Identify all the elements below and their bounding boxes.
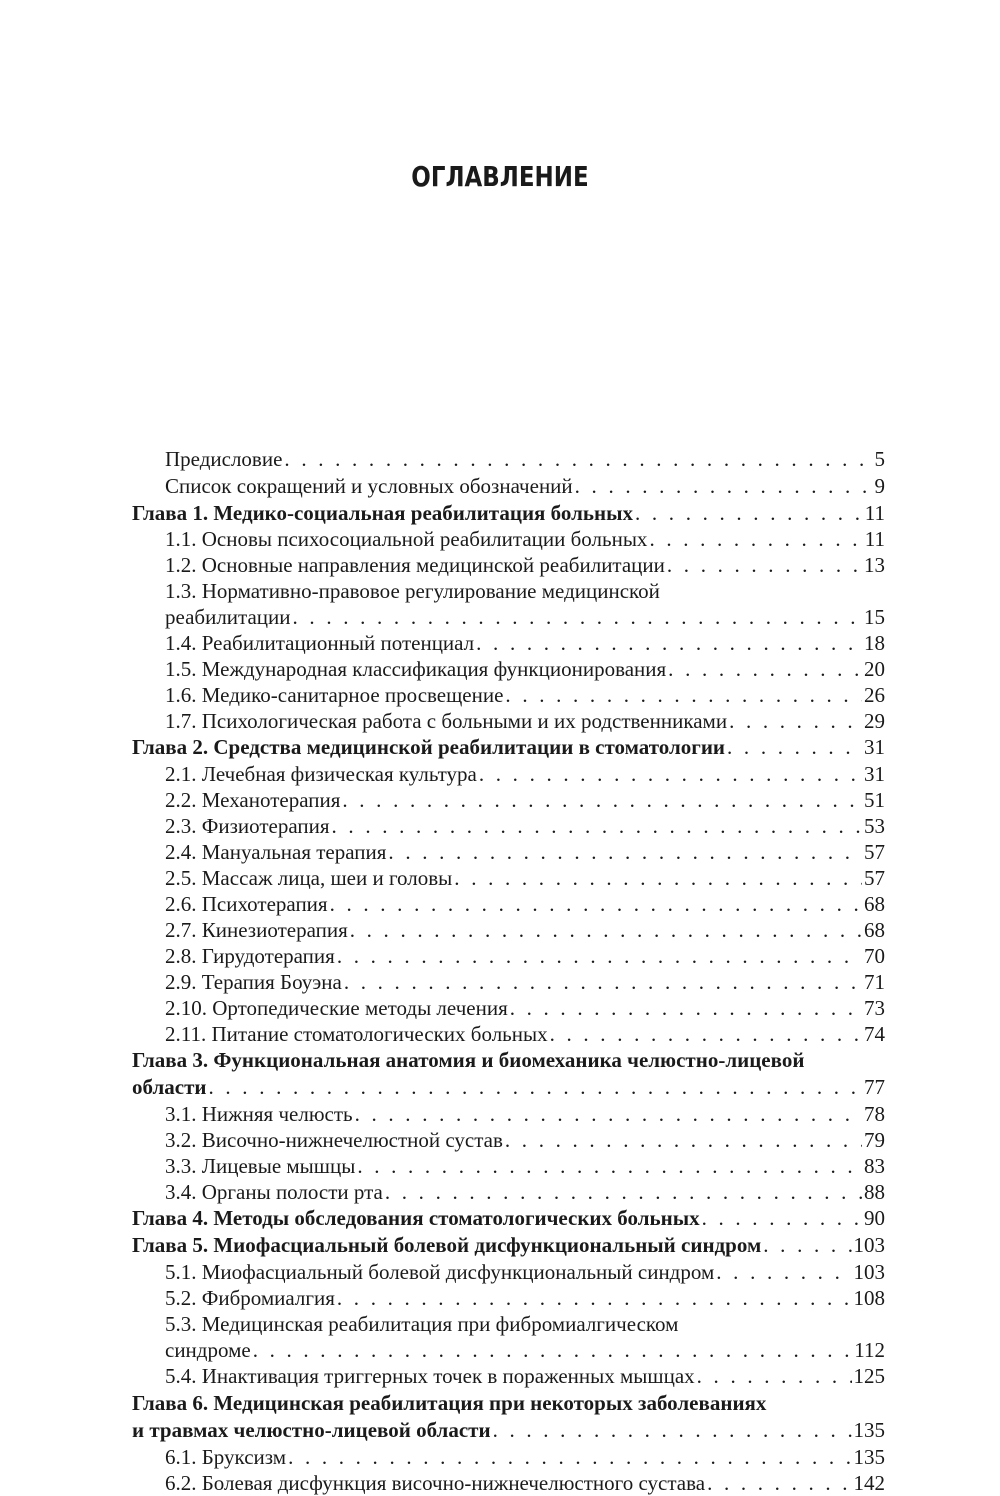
toc-page-number: 53 <box>864 814 885 838</box>
toc-chapter-4[interactable] <box>132 1205 885 1231</box>
dot-leader <box>668 656 862 682</box>
dot-leader <box>342 787 862 813</box>
toc-chapter-3[interactable] <box>132 1074 885 1100</box>
toc-entry[interactable] <box>165 1021 885 1047</box>
toc-entry-title: 2.7. Кинезиотерапия <box>165 918 348 942</box>
toc-entry[interactable] <box>165 1470 885 1496</box>
dot-leader <box>288 1444 851 1470</box>
toc-entry-title: 5.2. Фибромиалгия <box>165 1286 335 1310</box>
toc-entry[interactable] <box>165 969 885 995</box>
toc-entry-preface[interactable] <box>165 446 885 472</box>
toc-entry-title: 2.10. Ортопедические методы лечения <box>165 996 508 1020</box>
toc-entry-title: 3.2. Височно-нижнечелюстной сустав <box>165 1128 503 1152</box>
toc-entry-title: Предисловие <box>165 447 283 471</box>
dot-leader <box>763 1232 851 1258</box>
toc-entry[interactable] <box>165 552 885 578</box>
toc-entry[interactable] <box>165 1101 885 1127</box>
dot-leader <box>332 813 862 839</box>
dot-leader <box>702 1205 862 1231</box>
dot-leader <box>479 761 862 787</box>
dot-leader <box>330 891 862 917</box>
toc-page-number: 9 <box>874 474 885 498</box>
dot-leader <box>337 1285 852 1311</box>
dot-leader <box>253 1337 853 1363</box>
toc-entry[interactable] <box>165 787 885 813</box>
dot-leader <box>505 1127 862 1153</box>
toc-entry[interactable] <box>165 1259 885 1285</box>
dot-leader <box>727 734 862 760</box>
toc-chapter-6[interactable] <box>132 1417 885 1443</box>
dot-leader <box>716 1259 851 1285</box>
toc-page-number: 11 <box>864 501 885 525</box>
dot-leader <box>697 1363 852 1389</box>
toc-entry[interactable] <box>165 1337 885 1363</box>
toc-page-number: 18 <box>864 631 885 655</box>
toc-entry-title: области <box>132 1075 207 1099</box>
dot-leader <box>635 500 863 526</box>
toc-entry-first-line[interactable]: 1.3. Нормативно-правовое регулирование медицинской <box>165 579 660 603</box>
toc-page-number: 125 <box>853 1364 885 1388</box>
toc-entry-title: и травмах челюстно-лицевой области <box>132 1418 491 1442</box>
toc-entry-abbreviations[interactable] <box>165 473 885 499</box>
toc-entry-title: синдроме <box>165 1338 251 1362</box>
toc-entry[interactable] <box>165 708 885 734</box>
toc-entry-title: 2.3. Физиотерапия <box>165 814 330 838</box>
toc-entry[interactable] <box>165 630 885 656</box>
toc-entry-title: 2.8. Гирудотерапия <box>165 944 335 968</box>
toc-entry-title: 5.1. Миофасциальный болевой дисфункциональный синдром <box>165 1260 715 1284</box>
toc-page-number: 31 <box>864 762 885 786</box>
toc-entry[interactable] <box>165 995 885 1021</box>
dot-leader <box>649 526 862 552</box>
dot-leader <box>385 1179 862 1205</box>
toc-page-number: 68 <box>864 892 885 916</box>
dot-leader <box>388 839 862 865</box>
dot-leader <box>337 943 862 969</box>
toc-page-number: 70 <box>864 944 885 968</box>
toc-entry[interactable] <box>165 656 885 682</box>
toc-entry[interactable] <box>165 865 885 891</box>
toc-entry-title: Глава 2. Средства медицинской реабилитации в стоматологии <box>132 735 726 759</box>
toc-entry[interactable] <box>165 1285 885 1311</box>
toc-page-number: 71 <box>864 970 885 994</box>
toc-entry-title: 1.7. Психологическая работа с больными и их родственниками <box>165 709 728 733</box>
toc-entry-title: 2.2. Механотерапия <box>165 788 341 812</box>
toc-page-number: 31 <box>864 735 885 759</box>
toc-entry-title: Глава 1. Медико-социальная реабилитация больных <box>132 501 633 525</box>
toc-entry[interactable] <box>165 604 885 630</box>
dot-leader <box>510 995 862 1021</box>
toc-entry-title: 3.1. Нижняя челюсть <box>165 1102 353 1126</box>
toc-entry[interactable] <box>165 526 885 552</box>
toc-entry-title: 3.3. Лицевые мышцы <box>165 1154 356 1178</box>
toc-entry-title: 2.1. Лечебная физическая культура <box>165 762 477 786</box>
toc-page-number: 73 <box>864 996 885 1020</box>
toc-entry-title: 2.6. Психотерапия <box>165 892 328 916</box>
dot-leader <box>493 1417 852 1443</box>
toc-entry[interactable] <box>165 943 885 969</box>
toc-entry-title: 1.6. Медико-санитарное просвещение <box>165 683 504 707</box>
toc-entry-title: 5.4. Инактивация триггерных точек в пораженных мышцах <box>165 1364 695 1388</box>
toc-page-number: 135 <box>853 1445 885 1469</box>
toc-page-number: 90 <box>864 1206 885 1230</box>
toc-page-number: 74 <box>864 1022 885 1046</box>
dot-leader <box>357 1153 862 1179</box>
toc-entry[interactable] <box>165 891 885 917</box>
toc-page-number: 5 <box>874 447 885 471</box>
dot-leader <box>476 630 862 656</box>
toc-page-number: 29 <box>864 709 885 733</box>
toc-chapter-5[interactable] <box>132 1232 885 1258</box>
toc-entry[interactable] <box>165 761 885 787</box>
toc-entry[interactable] <box>165 917 885 943</box>
toc-page-number: 79 <box>864 1128 885 1152</box>
toc-entry-title: 6.2. Болевая дисфункция височно-нижнечелюстного сустава <box>165 1471 706 1495</box>
toc-page-number: 51 <box>864 788 885 812</box>
toc-entry-first-line[interactable]: 5.3. Медицинская реабилитация при фибромиалгическом <box>165 1312 679 1336</box>
toc-entry-title: 3.4. Органы полости рта <box>165 1180 383 1204</box>
toc-entry[interactable] <box>165 1153 885 1179</box>
toc-entry-title: Список сокращений и условных обозначений <box>165 474 573 498</box>
toc-entry[interactable] <box>165 839 885 865</box>
toc-page-number: 11 <box>864 527 885 551</box>
page-title: ОГЛАВЛЕНИЕ <box>411 160 589 193</box>
toc-entry-title: Глава 5. Миофасциальный болевой дисфункциональный синдром <box>132 1233 762 1257</box>
toc-page-number: 57 <box>864 866 885 890</box>
toc-page-number: 103 <box>853 1260 885 1284</box>
toc-entry-title: 2.9. Терапия Боуэна <box>165 970 342 994</box>
toc-chapter-6-first-line[interactable]: Глава 6. Медицинская реабилитация при некоторых заболеваниях <box>132 1391 767 1415</box>
dot-leader <box>293 604 862 630</box>
toc-entry-title: 1.5. Международная классификация функционирования <box>165 657 667 681</box>
toc-page-number: 78 <box>864 1102 885 1126</box>
dot-leader <box>350 917 862 943</box>
toc-entry-title: 1.2. Основные направления медицинской реабилитации <box>165 553 665 577</box>
toc-entry[interactable] <box>165 1363 885 1389</box>
dot-leader <box>667 552 862 578</box>
dot-leader <box>355 1101 862 1127</box>
toc-entry[interactable] <box>165 1444 885 1470</box>
dot-leader <box>454 865 862 891</box>
toc-chapter-3-first-line[interactable]: Глава 3. Функциональная анатомия и биомеханика челюстно-лицевой <box>132 1048 805 1072</box>
toc-entry-title: 1.1. Основы психосоциальной реабилитации больных <box>165 527 648 551</box>
toc-page-number: 68 <box>864 918 885 942</box>
dot-leader <box>550 1021 862 1047</box>
dot-leader <box>729 708 862 734</box>
toc-entry-title: 2.11. Питание стоматологических больных <box>165 1022 548 1046</box>
toc-page-number: 15 <box>864 605 885 629</box>
toc-entry[interactable] <box>165 1179 885 1205</box>
toc-page-number: 13 <box>864 553 885 577</box>
toc-entry[interactable] <box>165 1127 885 1153</box>
toc-entry[interactable] <box>165 813 885 839</box>
toc-entry-title: 1.4. Реабилитационный потенциал <box>165 631 475 655</box>
dot-leader <box>505 682 862 708</box>
toc-page-number: 88 <box>864 1180 885 1204</box>
toc-entry[interactable] <box>165 682 885 708</box>
toc-page-number: 108 <box>853 1286 885 1310</box>
dot-leader <box>344 969 862 995</box>
toc-entry-title: 2.4. Мануальная терапия <box>165 840 387 864</box>
dot-leader <box>575 473 873 499</box>
dot-leader <box>284 446 872 472</box>
dot-leader <box>707 1470 851 1496</box>
toc-chapter-1[interactable] <box>132 500 885 526</box>
toc-page-number: 77 <box>864 1075 885 1099</box>
toc-page-number: 57 <box>864 840 885 864</box>
toc-page-number: 135 <box>853 1418 885 1442</box>
toc-page-number: 83 <box>864 1154 885 1178</box>
toc-page-number: 142 <box>853 1471 885 1495</box>
toc-chapter-2[interactable] <box>132 734 885 760</box>
toc-page-number: 26 <box>864 683 885 707</box>
toc-entry-title: реабилитации <box>165 605 291 629</box>
toc-page-number: 20 <box>864 657 885 681</box>
toc-entry-title: Глава 4. Методы обследования стоматологических больных <box>132 1206 700 1230</box>
toc-entry-title: 2.5. Массаж лица, шеи и головы <box>165 866 453 890</box>
toc-page-number: 103 <box>853 1233 885 1257</box>
dot-leader <box>209 1074 863 1100</box>
toc-entry-title: 6.1. Бруксизм <box>165 1445 287 1469</box>
toc-page-number: 112 <box>854 1338 885 1362</box>
